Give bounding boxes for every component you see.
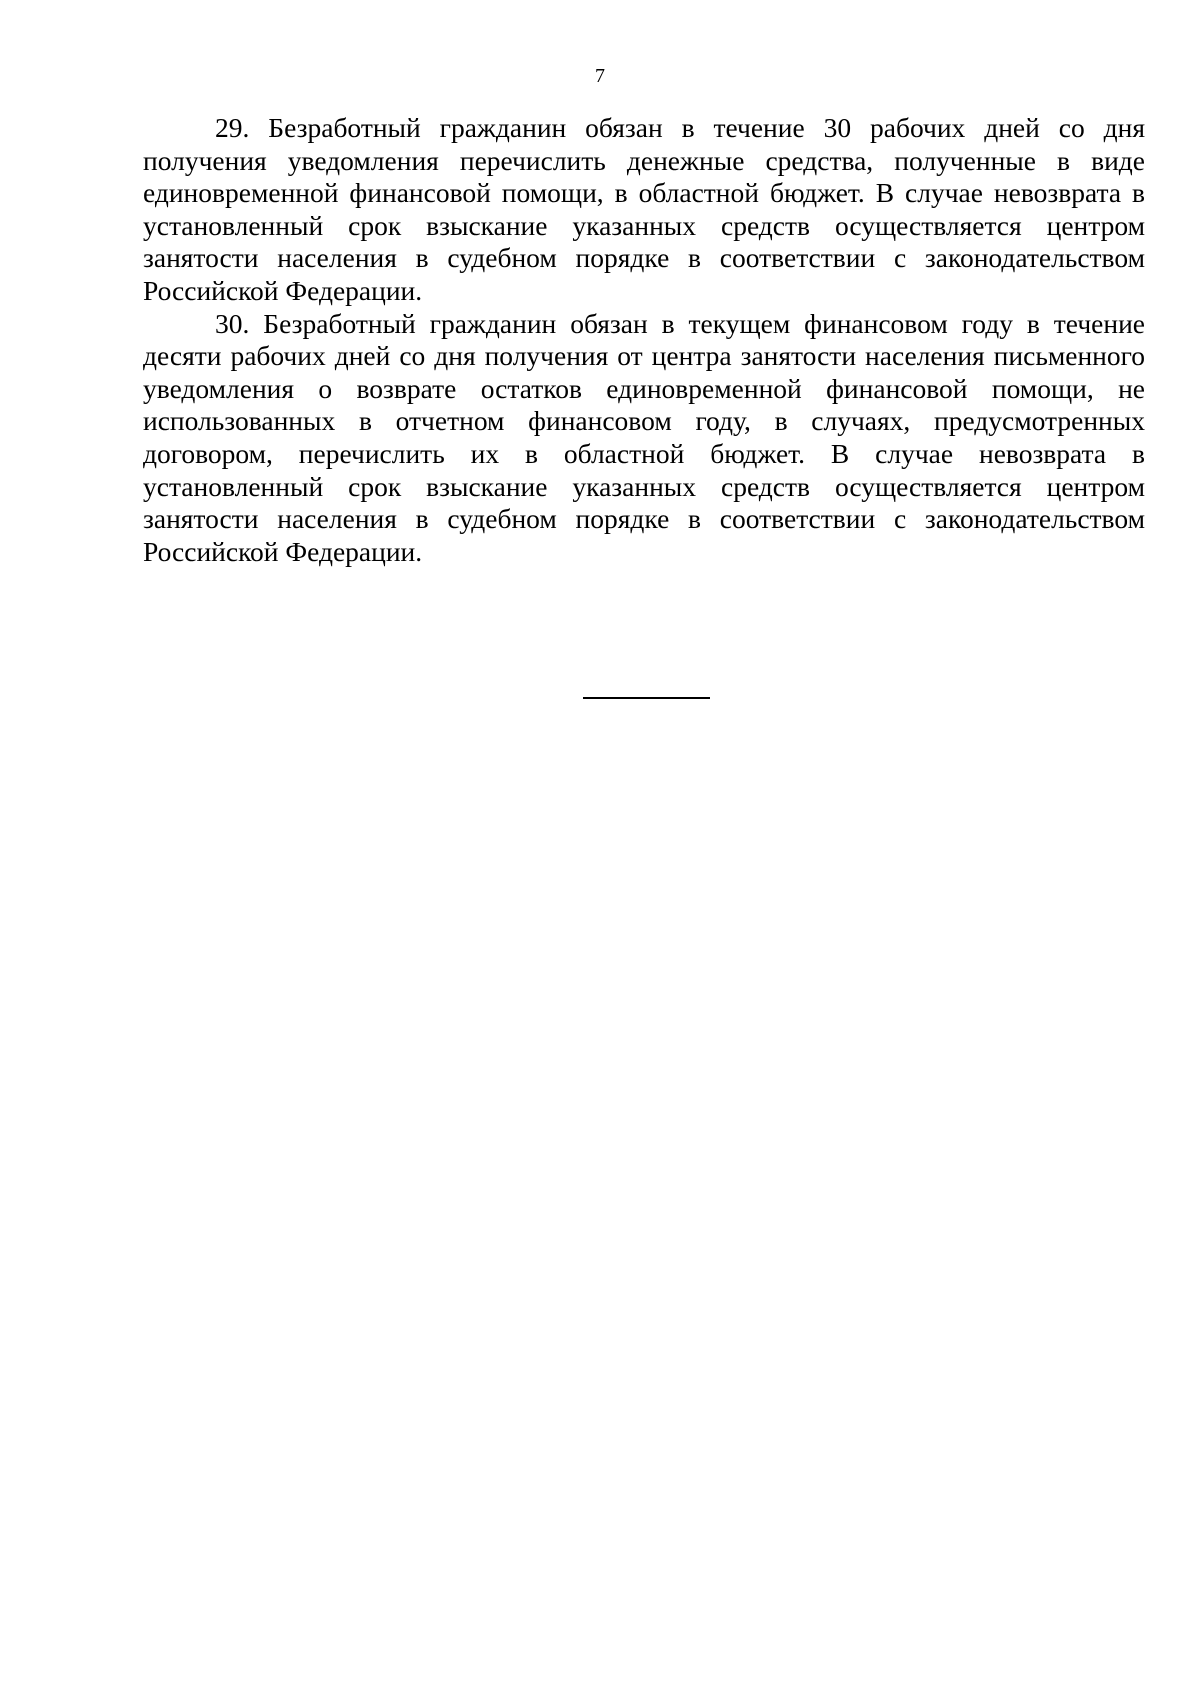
page-number: 7 bbox=[595, 65, 605, 87]
end-of-document-rule bbox=[583, 697, 710, 699]
document-body bbox=[143, 112, 1145, 568]
paragraph-29: 29. Безработный гражданин обязан в течение 30 рабочих дней со дня получения уведомления перечислить денежные средства, полученные в виде единовременной финансовой помощи, в областной бюджет. В случае невозврата в установленный срок взыскание указанных средств осуществляется центром занятости населения в судебном порядке в соответствии с законодательством Российской Федерации. bbox=[143, 112, 1145, 306]
paragraph-30: 30. Безработный гражданин обязан в текущем финансовом году в течение десяти рабочих дней со дня получения от центра занятости населения письменного уведомления о возврате остатков единовременной финансовой помощи, не использованных в отчетном финансовом году, в случаях, предусмотренных договором, перечислить их в областной бюджет. В случае невозврата в установленный срок взыскание указанных средств осуществляется центром занятости населения в судебном порядке в соответствии с законодательством Российской Федерации. bbox=[143, 307, 1145, 567]
